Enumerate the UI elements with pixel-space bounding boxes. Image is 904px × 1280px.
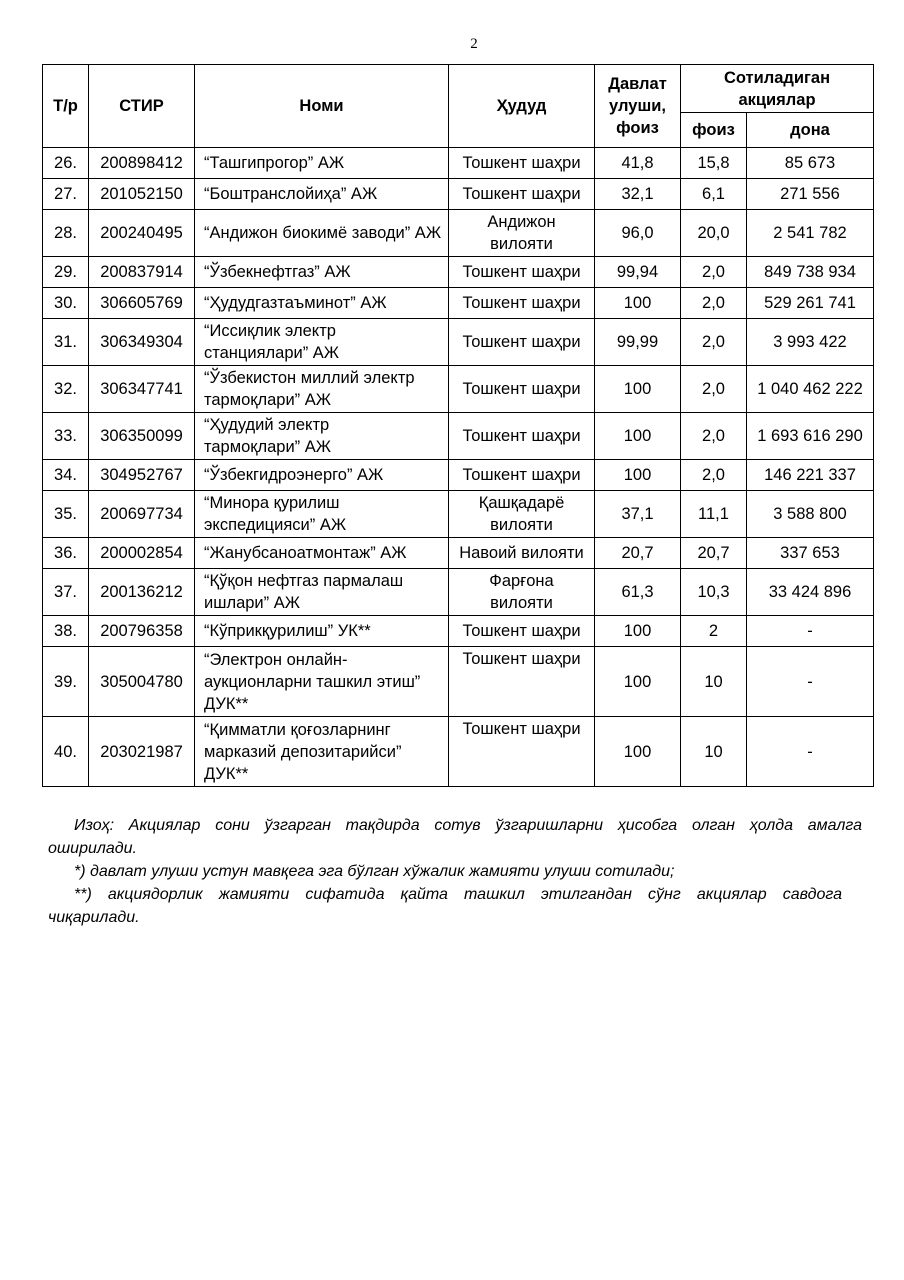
cell-region-line: Тошкент шаҳри xyxy=(462,263,581,281)
cell-state-share: 100 xyxy=(595,288,681,319)
cell-region-line: вилояти xyxy=(490,516,553,534)
cell-name-line: “Ўзбекнефтгаз” АЖ xyxy=(204,263,351,281)
cell-count: - xyxy=(747,647,874,717)
footnote-line: *) давлат улуши устун мавқега эга бўлган хўжалик жамияти улуши сотилади; xyxy=(74,863,675,880)
cell-region-line: Тошкент шаҳри xyxy=(462,185,581,203)
cell-region-line: Қашқадарё xyxy=(478,494,565,512)
cell-percent: 10,3 xyxy=(681,569,747,616)
cell-region-line: Тошкент шаҳри xyxy=(462,294,581,312)
cell-name xyxy=(195,491,449,538)
cell-name-line: “Ўзбекистон миллий электр xyxy=(204,369,415,387)
cell-name xyxy=(195,319,449,366)
cell-count: 337 653 xyxy=(747,538,874,569)
cell-region-line: Навоий вилояти xyxy=(459,544,584,562)
cell-stir: 306350099 xyxy=(89,413,195,460)
cell-state-share: 100 xyxy=(595,717,681,787)
footnote-line: Изоҳ: Акциялар сони ўзгарган тақдирда сотув ўзгаришларни ҳисобга олган ҳолда амалга xyxy=(74,817,862,834)
cell-stir: 304952767 xyxy=(89,460,195,491)
cell-state-share: 61,3 xyxy=(595,569,681,616)
cell-name-line: “Электрон онлайн- xyxy=(204,650,348,669)
cell-region xyxy=(449,717,595,787)
cell-num: 27. xyxy=(43,179,89,210)
header-count: дона xyxy=(747,113,874,148)
cell-stir: 200697734 xyxy=(89,491,195,538)
cell-num: 34. xyxy=(43,460,89,491)
cell-state-share: 32,1 xyxy=(595,179,681,210)
cell-name-line: “Қўқон нефтгаз пармалаш xyxy=(204,572,404,590)
header-state-share xyxy=(595,65,681,148)
cell-name-line: аукционларни ташкил этиш” xyxy=(204,672,421,691)
cell-count: 529 261 741 xyxy=(747,288,874,319)
cell-name xyxy=(195,366,449,413)
cell-percent: 2,0 xyxy=(681,319,747,366)
cell-region xyxy=(449,179,595,210)
footnote-line: **) акциядорлик жамияти сифатида қайта ташкил этилгандан сўнг акциялар савдога xyxy=(74,886,842,903)
cell-state-share: 100 xyxy=(595,413,681,460)
cell-region xyxy=(449,569,595,616)
table-row xyxy=(43,538,874,569)
header-for-sale xyxy=(681,65,874,113)
cell-count: 1 040 462 222 xyxy=(747,366,874,413)
cell-percent: 2,0 xyxy=(681,288,747,319)
cell-name-line: “Кўприкқурилиш” УК** xyxy=(204,622,371,640)
cell-name xyxy=(195,616,449,647)
cell-count: 849 738 934 xyxy=(747,257,874,288)
cell-count: 3 588 800 xyxy=(747,491,874,538)
cell-state-share: 100 xyxy=(595,647,681,717)
cell-region xyxy=(449,148,595,179)
cell-name xyxy=(195,148,449,179)
cell-name xyxy=(195,257,449,288)
table-row xyxy=(43,288,874,319)
cell-name xyxy=(195,288,449,319)
cell-state-share: 99,99 xyxy=(595,319,681,366)
cell-name xyxy=(195,413,449,460)
cell-stir: 306347741 xyxy=(89,366,195,413)
cell-stir: 200002854 xyxy=(89,538,195,569)
cell-name xyxy=(195,538,449,569)
cell-region-line: Тошкент шаҳри xyxy=(462,427,581,445)
cell-region xyxy=(449,647,595,717)
header-state-share-line: улуши, xyxy=(609,97,666,115)
table-row xyxy=(43,413,874,460)
cell-name-line: ДУК** xyxy=(204,694,249,713)
table-row xyxy=(43,491,874,538)
cell-stir: 200796358 xyxy=(89,616,195,647)
table-row xyxy=(43,460,874,491)
cell-num: 39. xyxy=(43,647,89,717)
cell-region-line: Тошкент шаҳри xyxy=(462,622,581,640)
cell-name-line: “Қимматли қоғозларнинг xyxy=(204,720,391,739)
cell-state-share: 37,1 xyxy=(595,491,681,538)
cell-state-share: 100 xyxy=(595,616,681,647)
cell-percent: 2,0 xyxy=(681,257,747,288)
cell-state-share: 100 xyxy=(595,460,681,491)
header-for-sale-line: Сотиладиган xyxy=(723,68,831,87)
table-row xyxy=(43,179,874,210)
header-state-share-line: фоиз xyxy=(616,119,659,137)
header-for-sale-line: акциялар xyxy=(738,90,816,109)
cell-region xyxy=(449,616,595,647)
cell-state-share: 99,94 xyxy=(595,257,681,288)
cell-stir: 203021987 xyxy=(89,717,195,787)
table-row xyxy=(43,210,874,257)
cell-name-line: ишлари” АЖ xyxy=(204,594,300,612)
cell-name xyxy=(195,460,449,491)
cell-region xyxy=(449,413,595,460)
table-row xyxy=(43,616,874,647)
cell-percent: 11,1 xyxy=(681,491,747,538)
cell-stir: 200136212 xyxy=(89,569,195,616)
cell-percent: 15,8 xyxy=(681,148,747,179)
cell-region-line: Тошкент шаҳри xyxy=(462,380,581,398)
cell-num: 30. xyxy=(43,288,89,319)
cell-region-line: вилояти xyxy=(490,594,553,612)
header-percent: фоиз xyxy=(681,113,747,148)
table-row xyxy=(43,717,874,787)
cell-stir: 200898412 xyxy=(89,148,195,179)
cell-region-line: Фарғона xyxy=(489,572,554,590)
cell-name xyxy=(195,647,449,717)
cell-region-line: Тошкент шаҳри xyxy=(462,720,581,738)
cell-region xyxy=(449,491,595,538)
cell-name-line: марказий депозитарийси” xyxy=(204,742,402,761)
cell-percent: 20,0 xyxy=(681,210,747,257)
cell-region-line: Андижон xyxy=(487,213,556,231)
cell-percent: 2,0 xyxy=(681,460,747,491)
cell-region xyxy=(449,460,595,491)
cell-percent: 20,7 xyxy=(681,538,747,569)
cell-name xyxy=(195,179,449,210)
cell-name-line: станциялари” АЖ xyxy=(204,344,340,362)
cell-percent: 2,0 xyxy=(681,413,747,460)
table-row xyxy=(43,319,874,366)
cell-name-line: “Ҳудудгазтаъминот” АЖ xyxy=(204,294,387,312)
cell-percent: 10 xyxy=(681,647,747,717)
cell-count: - xyxy=(747,616,874,647)
shares-table xyxy=(42,64,874,787)
cell-state-share: 96,0 xyxy=(595,210,681,257)
cell-region-line: Тошкент шаҳри xyxy=(462,154,581,172)
cell-num: 36. xyxy=(43,538,89,569)
cell-region-line: вилояти xyxy=(490,235,553,253)
cell-region-line: Тошкент шаҳри xyxy=(462,333,581,351)
cell-num: 32. xyxy=(43,366,89,413)
cell-num: 28. xyxy=(43,210,89,257)
header-num: Т/р xyxy=(43,65,89,148)
cell-region xyxy=(449,538,595,569)
cell-name-line: “Ташгипрогор” АЖ xyxy=(204,154,345,172)
header-stir: СТИР xyxy=(89,65,195,148)
cell-name-line: тармоқлари” АЖ xyxy=(204,391,331,409)
cell-state-share: 20,7 xyxy=(595,538,681,569)
cell-num: 37. xyxy=(43,569,89,616)
cell-stir: 306605769 xyxy=(89,288,195,319)
page-number: 2 xyxy=(470,36,478,52)
cell-region xyxy=(449,288,595,319)
cell-count: 1 693 616 290 xyxy=(747,413,874,460)
header-region: Ҳудуд xyxy=(449,65,595,148)
footnote-line: чиқарилади. xyxy=(48,909,140,926)
footnote-line: оширилади. xyxy=(48,840,137,857)
table-row xyxy=(43,148,874,179)
cell-num: 40. xyxy=(43,717,89,787)
cell-stir: 200240495 xyxy=(89,210,195,257)
cell-name xyxy=(195,210,449,257)
cell-percent: 2,0 xyxy=(681,366,747,413)
cell-num: 31. xyxy=(43,319,89,366)
cell-percent: 2 xyxy=(681,616,747,647)
cell-region xyxy=(449,257,595,288)
cell-name-line: “Бoштранслойиҳа” АЖ xyxy=(204,185,378,203)
cell-region-line: Тошкент шаҳри xyxy=(462,650,581,668)
cell-state-share: 100 xyxy=(595,366,681,413)
cell-region xyxy=(449,366,595,413)
table-row xyxy=(43,569,874,616)
cell-num: 26. xyxy=(43,148,89,179)
cell-name xyxy=(195,569,449,616)
cell-name-line: ДУК** xyxy=(204,764,249,783)
cell-count: 146 221 337 xyxy=(747,460,874,491)
cell-num: 38. xyxy=(43,616,89,647)
cell-state-share: 41,8 xyxy=(595,148,681,179)
cell-name-line: “Минора қурилиш xyxy=(204,494,340,512)
table-row xyxy=(43,257,874,288)
cell-name-line: “Иссиқлик электр xyxy=(204,322,336,340)
cell-count: 3 993 422 xyxy=(747,319,874,366)
cell-region xyxy=(449,210,595,257)
cell-stir: 200837914 xyxy=(89,257,195,288)
cell-stir: 305004780 xyxy=(89,647,195,717)
cell-region xyxy=(449,319,595,366)
cell-percent: 6,1 xyxy=(681,179,747,210)
cell-num: 35. xyxy=(43,491,89,538)
cell-name-line: “Ҳудудий электр xyxy=(204,416,330,434)
table-body xyxy=(43,148,874,787)
cell-region-line: Тошкент шаҳри xyxy=(462,466,581,484)
header-name: Номи xyxy=(195,65,449,148)
cell-name-line: “Ўзбекгидроэнерго” АЖ xyxy=(204,466,384,484)
cell-count: - xyxy=(747,717,874,787)
cell-stir: 201052150 xyxy=(89,179,195,210)
header-state-share-line: Давлат xyxy=(608,75,667,93)
footnote xyxy=(48,814,862,929)
cell-stir: 306349304 xyxy=(89,319,195,366)
cell-count: 2 541 782 xyxy=(747,210,874,257)
cell-num: 33. xyxy=(43,413,89,460)
table-row xyxy=(43,366,874,413)
cell-count: 33 424 896 xyxy=(747,569,874,616)
table-row xyxy=(43,647,874,717)
cell-count: 85 673 xyxy=(747,148,874,179)
cell-count: 271 556 xyxy=(747,179,874,210)
cell-name-line: “Жанубсаноатмонтаж” АЖ xyxy=(204,544,407,562)
cell-percent: 10 xyxy=(681,717,747,787)
cell-name-line: экспедицияси” АЖ xyxy=(204,516,347,534)
cell-name-line: тармоқлари” АЖ xyxy=(204,438,331,456)
cell-num: 29. xyxy=(43,257,89,288)
cell-name-line: “Андижон биокимё заводи” АЖ xyxy=(204,224,442,242)
cell-name xyxy=(195,717,449,787)
